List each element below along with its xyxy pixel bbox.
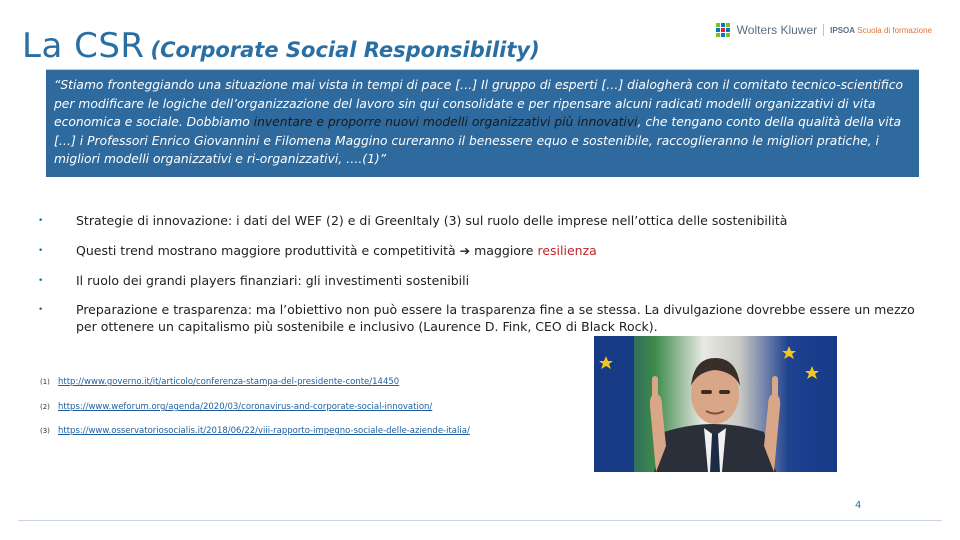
reference-item-2 — [40, 402, 432, 412]
quote-text — [54, 76, 909, 169]
slide-title — [22, 26, 540, 66]
logo-brand-text: Wolters Kluwer — [736, 23, 818, 37]
reference-number: (2) — [40, 403, 50, 411]
bullet-marker: • — [38, 305, 44, 315]
reference-link[interactable]: https://www.osservatoriosocialis.it/2018/06/22/viii-rapporto-impegno-sociale-delle-aziende-italia/ — [58, 426, 470, 436]
reference-link[interactable]: http://www.governo.it/it/articolo/conferenza-stampa-del-presidente-conte/14450 — [58, 377, 400, 387]
bullet-text: Preparazione e trasparenza: ma l’obiettivo non può essere la trasparenza fine a se stessa. La divulgazione dovrebbe essere un mezzo per ottenere un capitalismo più sostenibile e inclusivo (Laurence D. Fink, CEO di Black Rock). — [76, 302, 915, 334]
wolters-kluwer-logo-icon — [715, 22, 731, 38]
bullet-item-trends — [38, 242, 597, 260]
title-subtitle: (Corporate Social Responsibility) — [150, 38, 540, 62]
wolters-kluwer-logo — [715, 22, 932, 38]
logo-partner — [830, 26, 932, 35]
quote-part-1: “Stiamo fronteggiando una situazione mai vista in tempi di pace […] Il gruppo di esperti […] dialogherà con il comitato tecnico-scientifico per modificare le logiche dell’organizzazione del lavoro sin qui consolidate e per ripensare alcuni radicati modelli organizzativi di vita economica e sociale. Dobbiamo — [54, 78, 904, 129]
bullet-marker: • — [38, 276, 44, 286]
page-number: 4 — [855, 500, 862, 511]
quote-highlight: inventare e proporre nuovi modelli organizzativi più innovativi — [253, 115, 638, 129]
bullet-text: Il ruolo dei grandi players finanziari: gli investimenti sostenibili — [76, 273, 470, 288]
reference-number: (1) — [40, 378, 50, 386]
title-main: La CSR — [22, 26, 145, 66]
bullet-text-pre: Questi trend mostrano maggiore produttività e competitività — [76, 243, 460, 258]
bullet-text-mid: maggiore — [470, 243, 538, 258]
logo-divider — [823, 24, 824, 36]
footer-divider — [18, 520, 942, 521]
resilienza-highlight: resilienza — [537, 243, 597, 258]
bullet-marker: • — [38, 246, 44, 256]
speaker-photo — [594, 336, 837, 472]
right-arrow-icon: ➔ — [459, 243, 471, 258]
bullet-marker: • — [38, 216, 44, 226]
quote-part-2: , che tengano conto della qualità della vita […] i Professori Enrico Giovannini e Filomena Maggino cureranno il benessere equo e sostenibile, raccoglieranno le migliori pratiche, i migliori modelli organizzativi e ri-organizzativi, ….(1)” — [54, 115, 902, 166]
bullet-text — [76, 242, 597, 259]
reference-link[interactable]: https://www.weforum.org/agenda/2020/03/coronavirus-and-corporate-social-innovation/ — [58, 402, 433, 412]
logo-partner-tag: Scuola di formazione — [857, 25, 932, 35]
bullet-item-innovation — [38, 212, 787, 230]
reference-number: (3) — [40, 427, 50, 435]
reference-item-1 — [40, 377, 399, 387]
bullet-text: Strategie di innovazione: i dati del WEF (2) e di GreenItaly (3) sul ruolo delle imprese nell’ottica delle sostenibilità — [76, 213, 788, 228]
bullet-item-transparency — [38, 301, 918, 335]
logo-partner-name: IPSOA — [830, 25, 856, 35]
reference-item-3 — [40, 426, 470, 436]
bullet-item-financial-players — [38, 272, 469, 290]
quote-box — [46, 69, 919, 177]
